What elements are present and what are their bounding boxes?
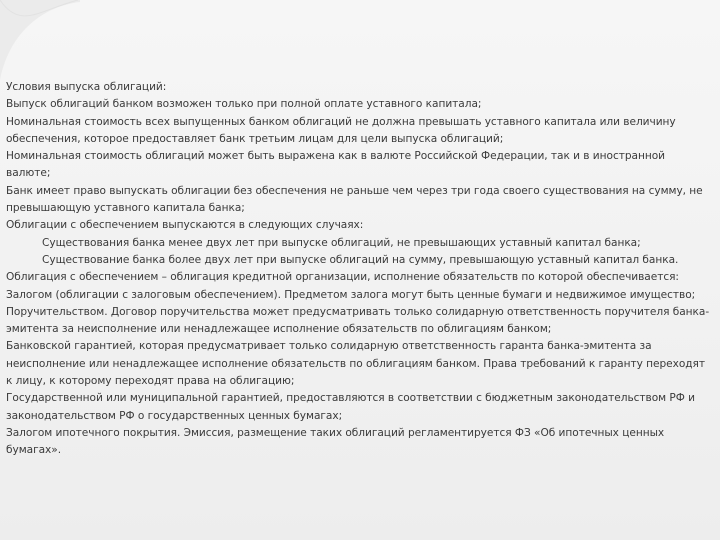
slide-body-text (6, 79, 712, 460)
paragraph-bank-guarantee: Банковской гарантией, которая предусматривает только солидарную ответственность гаранта банка-эмитента за неисполнение или ненадлежащее исполнение обязательств по облигациям банком. Права требований к гаранту переходят к лицу, к которому переходят права на облигацию; (6, 340, 706, 388)
paragraph-unsecured-bonds: Банк имеет право выпускать облигации без обеспечения не раньше чем через три года своего существования на сумму, не превышающую уставного капитала банка; (6, 184, 703, 215)
corner-decoration-graphic (0, 0, 80, 80)
paragraph-currency: Номинальная стоимость облигаций может быть выражена как в валюте Российской Федерации, так и в иностранной валюте; (6, 150, 665, 180)
paragraph-secured-definition: Облигация с обеспечением – облигация кредитной организации, исполнение обязательств по которой обеспечивается: (6, 271, 679, 284)
paragraph-surety: Поручительством. Договор поручительства может предусматривать только солидарную ответственность поручителя банка-эмитента за неисполнение или ненадлежащее исполнение обязательств по облигациям банком; (6, 305, 710, 336)
paragraph-state-guarantee: Государственной или муниципальной гарантией, предоставляются в соответствии с бюджетным законодательством РФ и законодательством РФ о государственных ценных бумагах; (6, 392, 695, 422)
paragraph-mortgage-coverage: Залогом ипотечного покрытия. Эмиссия, размещение таких облигаций регламентируется ФЗ «Об ипотечных ценных бумагах». (6, 426, 665, 457)
paragraph-secured-cases-heading: Облигации с обеспечением выпускаются в следующих случаях: (6, 219, 364, 232)
paragraph-case-under-two-years: Существования банка менее двух лет при выпуске облигаций, не превышающих уставный капитал банка; (42, 236, 641, 249)
paragraph-case-over-two-years: Существование банка более двух лет при выпуске облигаций на сумму, превышающую уставный капитал банка. (42, 253, 679, 266)
paragraph-nominal-value-limit: Номинальная стоимость всех выпущенных банком облигаций не должна превышать уставного капитала или величину обеспечения, которое предоставляет банк третьим лицам для цели выпуска облигаций; (6, 115, 676, 145)
paragraph-pledge: Залогом (облигации с залоговым обеспечением). Предметом залога могут быть ценные бумаги и недвижимое имущество; (6, 288, 696, 301)
paragraph-conditions-heading: Условия выпуска облигаций: (6, 81, 167, 93)
paragraph-full-capital-payment: Выпуск облигаций банком возможен только при полной оплате уставного капитала; (6, 98, 482, 111)
